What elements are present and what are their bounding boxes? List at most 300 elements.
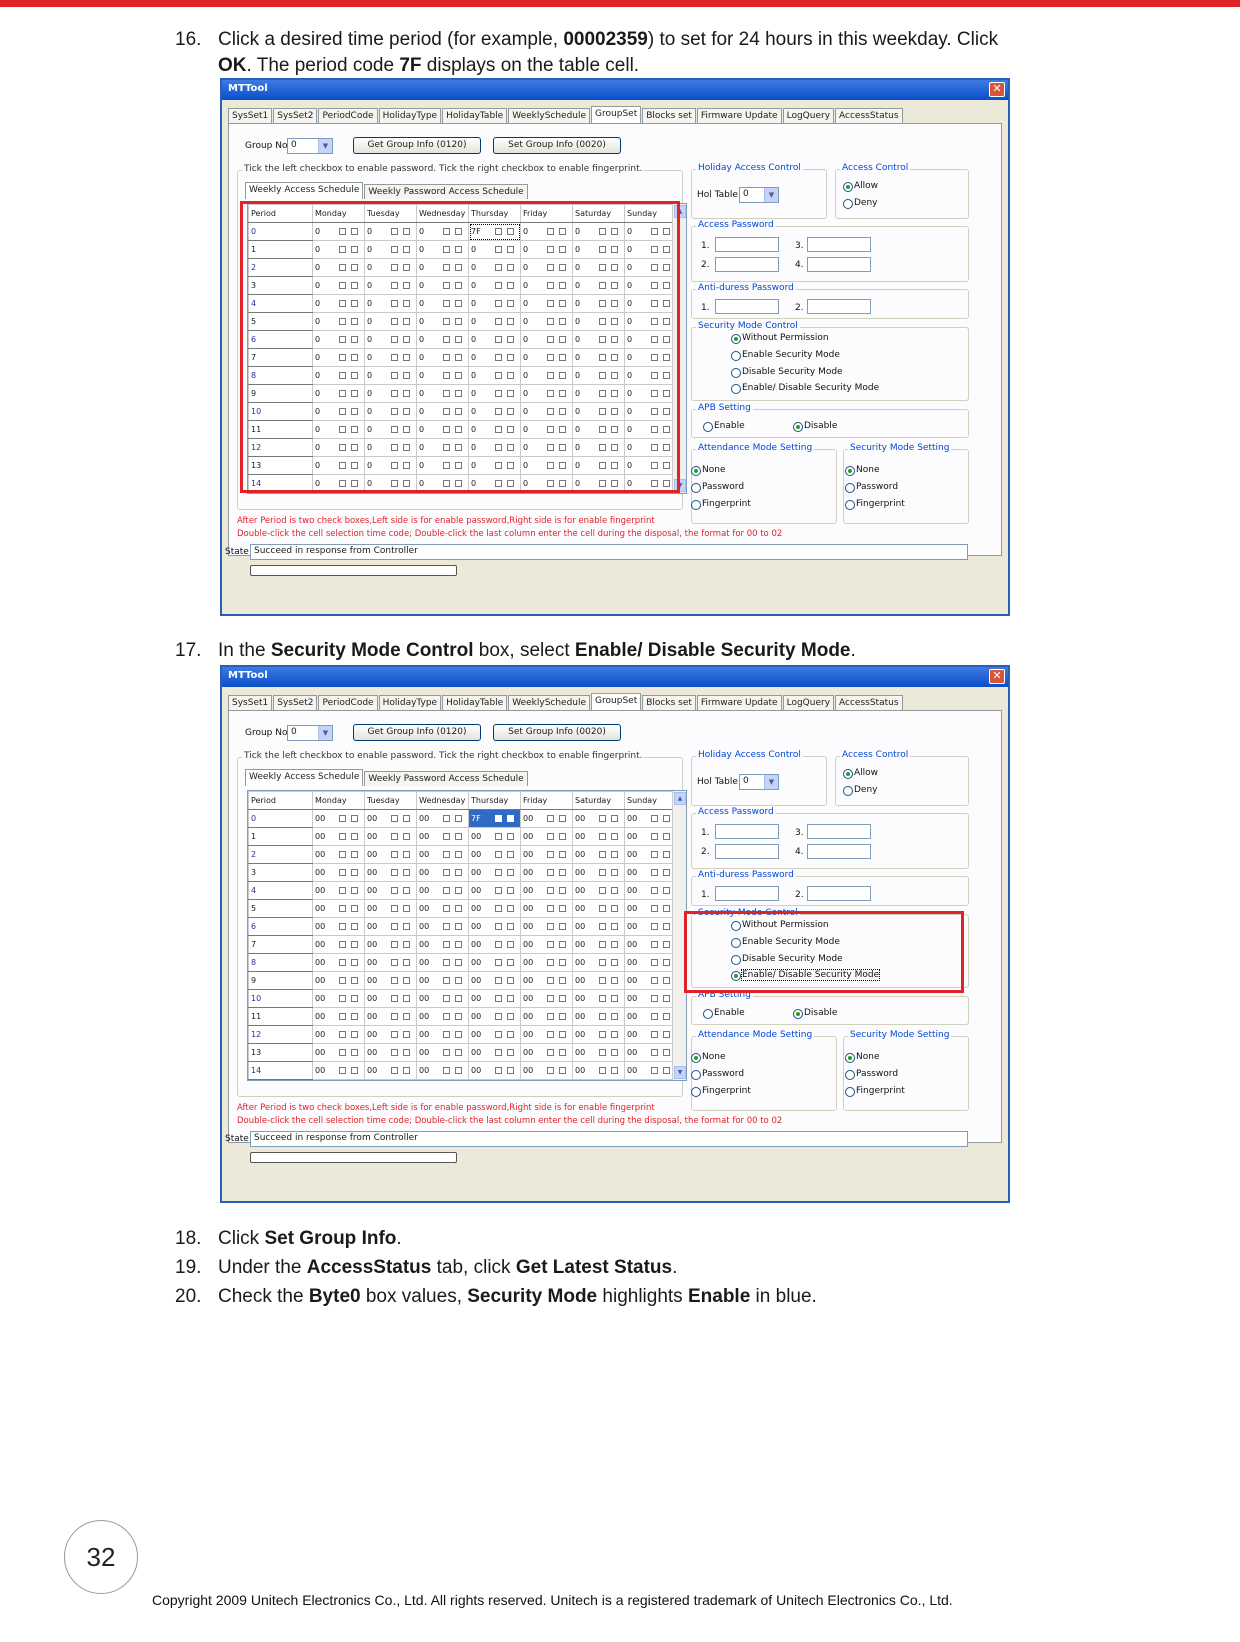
fingerprint-checkbox[interactable] [455,1031,462,1038]
access-password-1[interactable] [715,237,779,252]
anti-duress-password-2[interactable] [807,299,871,314]
fingerprint-checkbox[interactable] [455,1013,462,1020]
password-checkbox[interactable] [599,923,606,930]
schedule-cell[interactable]: 00 [417,810,469,828]
schedule-cell[interactable]: 7F [469,810,521,828]
fingerprint-checkbox[interactable] [455,923,462,930]
schedule-cell[interactable]: 0 [417,295,469,313]
schedule-cell[interactable]: 00 [313,828,365,846]
schedule-cell[interactable]: 00 [469,900,521,918]
schedule-cell[interactable]: 00 [313,990,365,1008]
schedule-cell[interactable]: 0 [313,313,365,331]
schedule-cell[interactable]: 0 [625,367,674,385]
schedule-cell[interactable]: 0 [469,349,521,367]
tab-groupset[interactable]: GroupSet [591,693,641,710]
schedule-cell[interactable]: 00 [469,1062,521,1080]
subtab-1[interactable]: Weekly Password Access Schedule [364,771,527,786]
tab-sysset2[interactable]: SysSet2 [273,695,317,710]
fingerprint-checkbox[interactable] [663,941,670,948]
schedule-cell[interactable]: 0 [469,241,521,259]
schedule-cell[interactable]: 00 [313,810,365,828]
schedule-cell[interactable]: 00 [313,1044,365,1062]
fingerprint-checkbox[interactable] [403,959,410,966]
password-checkbox[interactable] [443,977,450,984]
schedule-cell[interactable]: 00 [313,918,365,936]
fingerprint-checkbox[interactable] [559,977,566,984]
password-checkbox[interactable] [547,959,554,966]
fingerprint-checkbox[interactable] [351,815,358,822]
schedule-cell[interactable]: 0 [521,259,573,277]
access-password-2[interactable] [715,844,779,859]
password-checkbox[interactable] [599,959,606,966]
password-checkbox[interactable] [651,1067,658,1074]
password-checkbox[interactable] [443,923,450,930]
schedule-cell[interactable]: 00 [469,882,521,900]
schedule-cell[interactable]: 00 [521,936,573,954]
schedule-cell[interactable]: 0 [469,457,521,475]
password-checkbox[interactable] [443,905,450,912]
fingerprint-checkbox[interactable] [611,833,618,840]
schedule-cell[interactable]: 0 [365,241,417,259]
schedule-cell[interactable]: 00 [521,1026,573,1044]
access-password-4[interactable] [807,257,871,272]
fingerprint-checkbox[interactable] [611,905,618,912]
schedule-cell[interactable]: 0 [417,223,469,241]
fingerprint-checkbox[interactable] [611,995,618,1002]
password-checkbox[interactable] [495,959,502,966]
password-checkbox[interactable] [443,1049,450,1056]
password-checkbox[interactable] [339,851,346,858]
fingerprint-checkbox[interactable] [663,1067,670,1074]
password-checkbox[interactable] [547,887,554,894]
password-checkbox[interactable] [651,851,658,858]
fingerprint-checkbox[interactable] [403,1049,410,1056]
password-checkbox[interactable] [391,995,398,1002]
password-checkbox[interactable] [495,1013,502,1020]
schedule-cell[interactable]: 0 [521,223,573,241]
schedule-cell[interactable]: 00 [313,936,365,954]
schedule-cell[interactable]: 0 [625,241,674,259]
schedule-cell[interactable]: 00 [625,864,674,882]
password-checkbox[interactable] [443,1013,450,1020]
tab-holidaytype[interactable]: HolidayType [379,695,442,710]
schedule-cell[interactable]: 00 [469,864,521,882]
password-checkbox[interactable] [599,869,606,876]
schedule-cell[interactable]: 00 [625,1062,674,1080]
password-checkbox[interactable] [391,833,398,840]
fingerprint-checkbox[interactable] [663,851,670,858]
password-checkbox[interactable] [547,905,554,912]
apb-disable-radio[interactable]: Disable [793,1008,837,1018]
password-checkbox[interactable] [339,1049,346,1056]
schedule-cell[interactable]: 00 [313,864,365,882]
fingerprint-checkbox[interactable] [611,1067,618,1074]
schedule-cell[interactable]: 0 [625,475,674,493]
schedule-cell[interactable]: 00 [625,900,674,918]
schedule-cell[interactable]: 0 [521,457,573,475]
schedule-cell[interactable]: 00 [313,882,365,900]
password-checkbox[interactable] [391,1013,398,1020]
apb-enable-radio[interactable]: Enable [703,421,745,431]
password-checkbox[interactable] [547,923,554,930]
password-checkbox[interactable] [495,833,502,840]
fingerprint-checkbox[interactable] [351,1067,358,1074]
fingerprint-checkbox[interactable] [611,977,618,984]
schedule-cell[interactable]: 00 [313,1062,365,1080]
schedule-cell[interactable]: 00 [625,936,674,954]
attendance-password-radio[interactable]: Password [691,1069,744,1079]
schedule-cell[interactable]: 00 [365,900,417,918]
password-checkbox[interactable] [495,905,502,912]
password-checkbox[interactable] [443,833,450,840]
schedule-cell[interactable]: 7F [469,223,521,241]
tab-blocks-set[interactable]: Blocks set [642,108,696,123]
schedule-cell[interactable]: 00 [521,918,573,936]
password-checkbox[interactable] [443,941,450,948]
password-checkbox[interactable] [391,1067,398,1074]
group-no-select[interactable]: 0 ▼ [287,725,333,741]
schedule-cell[interactable]: 0 [573,223,625,241]
schedule-cell[interactable]: 0 [469,277,521,295]
password-checkbox[interactable] [339,977,346,984]
schedule-cell[interactable]: 00 [573,846,625,864]
scroll-up-icon[interactable]: ▲ [674,792,686,805]
schedule-cell[interactable]: 00 [573,900,625,918]
password-checkbox[interactable] [391,923,398,930]
schedule-cell[interactable]: 0 [313,385,365,403]
tab-weeklyschedule[interactable]: WeeklySchedule [508,108,590,123]
password-checkbox[interactable] [599,1049,606,1056]
schedule-cell[interactable]: 0 [521,349,573,367]
password-checkbox[interactable] [443,959,450,966]
password-checkbox[interactable] [339,833,346,840]
schedule-cell[interactable]: 00 [573,864,625,882]
password-checkbox[interactable] [443,869,450,876]
password-checkbox[interactable] [547,1031,554,1038]
disable-security-mode-radio[interactable]: Disable Security Mode [731,367,843,377]
password-checkbox[interactable] [547,995,554,1002]
fingerprint-checkbox[interactable] [351,869,358,876]
tab-holidaytable[interactable]: HolidayTable [442,108,507,123]
tab-periodcode[interactable]: PeriodCode [318,108,377,123]
fingerprint-checkbox[interactable] [351,995,358,1002]
fingerprint-checkbox[interactable] [403,977,410,984]
security-setting-none-radio[interactable]: None [845,1052,879,1062]
fingerprint-checkbox[interactable] [403,923,410,930]
schedule-cell[interactable]: 0 [313,259,365,277]
password-checkbox[interactable] [495,815,502,822]
fingerprint-checkbox[interactable] [611,923,618,930]
schedule-cell[interactable]: 0 [313,349,365,367]
fingerprint-checkbox[interactable] [455,941,462,948]
password-checkbox[interactable] [391,887,398,894]
schedule-cell[interactable]: 0 [365,367,417,385]
tab-firmware-update[interactable]: Firmware Update [697,108,782,123]
schedule-cell[interactable]: 0 [625,403,674,421]
password-checkbox[interactable] [443,851,450,858]
close-icon[interactable]: ✕ [989,82,1005,97]
fingerprint-checkbox[interactable] [611,959,618,966]
schedule-cell[interactable]: 00 [625,1008,674,1026]
fingerprint-checkbox[interactable] [559,869,566,876]
schedule-cell[interactable]: 00 [573,918,625,936]
anti-duress-password-1[interactable] [715,299,779,314]
fingerprint-checkbox[interactable] [455,833,462,840]
password-checkbox[interactable] [599,1067,606,1074]
fingerprint-checkbox[interactable] [611,851,618,858]
schedule-cell[interactable]: 0 [365,223,417,241]
fingerprint-checkbox[interactable] [403,869,410,876]
fingerprint-checkbox[interactable] [611,1031,618,1038]
schedule-cell[interactable]: 00 [365,972,417,990]
schedule-cell[interactable]: 0 [365,313,417,331]
schedule-cell[interactable]: 00 [521,1008,573,1026]
schedule-cell[interactable]: 00 [313,1026,365,1044]
schedule-cell[interactable]: 0 [573,421,625,439]
schedule-cell[interactable]: 0 [313,277,365,295]
access-password-3[interactable] [807,237,871,252]
attendance-fingerprint-radio[interactable]: Fingerprint [691,499,751,509]
password-checkbox[interactable] [547,1067,554,1074]
fingerprint-checkbox[interactable] [559,833,566,840]
tab-groupset[interactable]: GroupSet [591,106,641,123]
schedule-cell[interactable]: 00 [521,810,573,828]
schedule-cell[interactable]: 00 [625,828,674,846]
tab-firmware-update[interactable]: Firmware Update [697,695,782,710]
schedule-cell[interactable]: 0 [469,367,521,385]
schedule-cell[interactable]: 00 [469,972,521,990]
schedule-cell[interactable]: 00 [417,846,469,864]
password-checkbox[interactable] [339,1013,346,1020]
fingerprint-checkbox[interactable] [663,815,670,822]
fingerprint-checkbox[interactable] [351,1049,358,1056]
schedule-cell[interactable]: 00 [573,810,625,828]
schedule-cell[interactable]: 0 [417,385,469,403]
schedule-cell[interactable]: 0 [573,457,625,475]
password-checkbox[interactable] [443,815,450,822]
password-checkbox[interactable] [495,995,502,1002]
anti-duress-password-2[interactable] [807,886,871,901]
security-setting-none-radio[interactable]: None [845,465,879,475]
security-setting-password-radio[interactable]: Password [845,482,898,492]
schedule-cell[interactable]: 00 [365,1026,417,1044]
schedule-cell[interactable]: 0 [365,385,417,403]
password-checkbox[interactable] [495,869,502,876]
fingerprint-checkbox[interactable] [507,851,514,858]
set-group-info-button[interactable]: Set Group Info (0020) [493,724,621,741]
schedule-cell[interactable]: 0 [417,331,469,349]
fingerprint-checkbox[interactable] [403,905,410,912]
tab-logquery[interactable]: LogQuery [783,108,834,123]
password-checkbox[interactable] [339,869,346,876]
schedule-cell[interactable]: 0 [573,241,625,259]
fingerprint-checkbox[interactable] [507,869,514,876]
password-checkbox[interactable] [599,851,606,858]
password-checkbox[interactable] [599,887,606,894]
fingerprint-checkbox[interactable] [455,977,462,984]
schedule-cell[interactable]: 0 [365,295,417,313]
fingerprint-checkbox[interactable] [455,1049,462,1056]
enable-disable-security-mode-radio[interactable]: Enable/ Disable Security Mode [731,383,879,393]
password-checkbox[interactable] [339,1067,346,1074]
schedule-cell[interactable]: 0 [417,403,469,421]
password-checkbox[interactable] [651,869,658,876]
fingerprint-checkbox[interactable] [507,959,514,966]
schedule-cell[interactable]: 00 [313,846,365,864]
schedule-cell[interactable]: 00 [365,936,417,954]
fingerprint-checkbox[interactable] [507,887,514,894]
schedule-cell[interactable]: 0 [417,367,469,385]
fingerprint-checkbox[interactable] [403,1013,410,1020]
password-checkbox[interactable] [547,815,554,822]
fingerprint-checkbox[interactable] [559,959,566,966]
schedule-cell[interactable]: 00 [573,1044,625,1062]
schedule-cell[interactable]: 0 [365,457,417,475]
deny-radio[interactable]: Deny [843,785,878,795]
schedule-cell[interactable]: 0 [469,313,521,331]
fingerprint-checkbox[interactable] [455,887,462,894]
fingerprint-checkbox[interactable] [559,1013,566,1020]
schedule-cell[interactable]: 0 [521,241,573,259]
fingerprint-checkbox[interactable] [559,887,566,894]
password-checkbox[interactable] [443,995,450,1002]
password-checkbox[interactable] [547,977,554,984]
schedule-cell[interactable]: 0 [521,421,573,439]
fingerprint-checkbox[interactable] [507,977,514,984]
tab-periodcode[interactable]: PeriodCode [318,695,377,710]
schedule-cell[interactable]: 0 [625,331,674,349]
schedule-cell[interactable]: 00 [469,918,521,936]
schedule-cell[interactable]: 0 [313,475,365,493]
schedule-cell[interactable]: 0 [625,349,674,367]
password-checkbox[interactable] [651,1013,658,1020]
password-checkbox[interactable] [443,1031,450,1038]
schedule-cell[interactable]: 0 [521,313,573,331]
schedule-cell[interactable]: 0 [521,385,573,403]
fingerprint-checkbox[interactable] [403,995,410,1002]
fingerprint-checkbox[interactable] [663,923,670,930]
enable-disable-security-mode-radio[interactable]: Enable/ Disable Security Mode [731,970,879,980]
schedule-cell[interactable]: 00 [521,1062,573,1080]
set-group-info-button[interactable]: Set Group Info (0020) [493,137,621,154]
schedule-cell[interactable]: 0 [469,331,521,349]
schedule-cell[interactable]: 00 [521,1044,573,1062]
schedule-cell[interactable]: 00 [469,828,521,846]
close-icon[interactable]: ✕ [989,669,1005,684]
fingerprint-checkbox[interactable] [351,977,358,984]
tab-weeklyschedule[interactable]: WeeklySchedule [508,695,590,710]
schedule-cell[interactable]: 0 [365,421,417,439]
anti-duress-password-1[interactable] [715,886,779,901]
schedule-cell[interactable]: 0 [365,259,417,277]
password-checkbox[interactable] [651,995,658,1002]
schedule-cell[interactable]: 0 [573,475,625,493]
password-checkbox[interactable] [339,1031,346,1038]
fingerprint-checkbox[interactable] [455,905,462,912]
password-checkbox[interactable] [339,959,346,966]
schedule-cell[interactable]: 00 [573,1008,625,1026]
fingerprint-checkbox[interactable] [455,815,462,822]
schedule-cell[interactable]: 00 [625,810,674,828]
access-password-4[interactable] [807,844,871,859]
schedule-cell[interactable]: 00 [469,990,521,1008]
fingerprint-checkbox[interactable] [403,887,410,894]
password-checkbox[interactable] [599,995,606,1002]
subtab-1[interactable]: Weekly Password Access Schedule [364,184,527,199]
schedule-cell[interactable]: 00 [313,900,365,918]
password-checkbox[interactable] [495,851,502,858]
password-checkbox[interactable] [599,1031,606,1038]
password-checkbox[interactable] [339,995,346,1002]
schedule-cell[interactable]: 0 [469,475,521,493]
schedule-cell[interactable]: 00 [417,882,469,900]
fingerprint-checkbox[interactable] [663,887,670,894]
schedule-cell[interactable]: 00 [417,1026,469,1044]
password-checkbox[interactable] [599,833,606,840]
schedule-cell[interactable]: 0 [365,349,417,367]
schedule-cell[interactable]: 0 [469,385,521,403]
schedule-cell[interactable]: 00 [417,918,469,936]
access-password-2[interactable] [715,257,779,272]
password-checkbox[interactable] [391,977,398,984]
schedule-cell[interactable]: 0 [365,439,417,457]
schedule-cell[interactable]: 00 [573,990,625,1008]
schedule-cell[interactable]: 00 [469,1044,521,1062]
schedule-cell[interactable]: 0 [417,457,469,475]
fingerprint-checkbox[interactable] [559,923,566,930]
scroll-up-icon[interactable]: ▲ [674,205,686,218]
schedule-cell[interactable]: 0 [313,331,365,349]
schedule-cell[interactable]: 0 [521,331,573,349]
schedule-cell[interactable]: 00 [365,828,417,846]
password-checkbox[interactable] [391,959,398,966]
fingerprint-checkbox[interactable] [663,905,670,912]
password-checkbox[interactable] [599,815,606,822]
password-checkbox[interactable] [651,977,658,984]
group-no-select[interactable]: 0 ▼ [287,138,333,154]
schedule-cell[interactable]: 00 [365,882,417,900]
schedule-cell[interactable]: 00 [625,1026,674,1044]
schedule-cell[interactable]: 0 [573,331,625,349]
schedule-cell[interactable]: 00 [625,918,674,936]
schedule-cell[interactable]: 0 [417,277,469,295]
fingerprint-checkbox[interactable] [507,941,514,948]
password-checkbox[interactable] [391,1049,398,1056]
schedule-cell[interactable]: 0 [521,403,573,421]
schedule-cell[interactable]: 00 [521,900,573,918]
fingerprint-checkbox[interactable] [507,1013,514,1020]
schedule-cell[interactable]: 0 [313,403,365,421]
fingerprint-checkbox[interactable] [351,1031,358,1038]
password-checkbox[interactable] [391,851,398,858]
scroll-down-icon[interactable]: ▼ [674,1066,686,1079]
schedule-cell[interactable]: 0 [313,457,365,475]
schedule-cell[interactable]: 00 [365,810,417,828]
schedule-cell[interactable]: 0 [625,259,674,277]
schedule-cell[interactable]: 0 [625,439,674,457]
schedule-cell[interactable]: 00 [573,954,625,972]
schedule-cell[interactable]: 00 [625,882,674,900]
tab-accessstatus[interactable]: AccessStatus [835,695,903,710]
password-checkbox[interactable] [547,869,554,876]
fingerprint-checkbox[interactable] [351,923,358,930]
tab-logquery[interactable]: LogQuery [783,695,834,710]
fingerprint-checkbox[interactable] [663,1049,670,1056]
schedule-cell[interactable]: 00 [417,990,469,1008]
password-checkbox[interactable] [651,959,658,966]
schedule-cell[interactable]: 00 [313,954,365,972]
fingerprint-checkbox[interactable] [351,887,358,894]
